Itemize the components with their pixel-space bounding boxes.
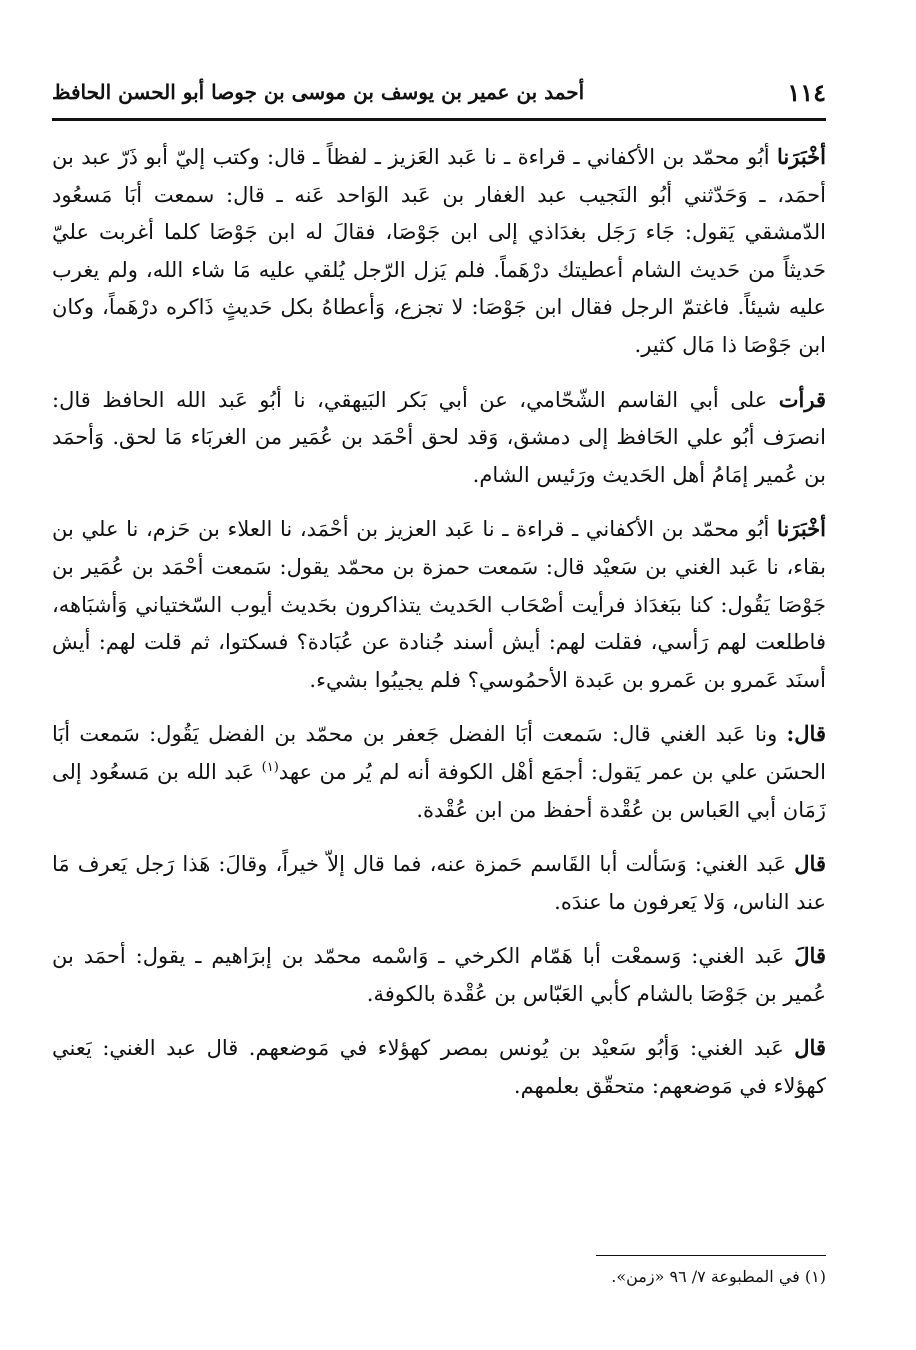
paragraph-text: أبُو محمّد بن الأكفاني ـ قراءة ـ نا عَبد العَزيز ـ لفظاً ـ قال: وكتب إليّ أبو ذَرّ عبد بن أحمَد، ـ وَحَدّثني أبُو النَجيب عبد الغفار بن عَبد الوَاحد عَنه ـ قال: سمعت أبَا مَسعُود الدّمشقي يَقول: جَاء رَجَل بغدَاذي إلى ابن جَوْصَا، فقالَ له ابن جَوْصَا كلما أغربت عليّ حَديثاً من حَديث الشام أعطيتك درْهَماً. فلم يَزل الرّجل يُلقي عليه مَا شاء الله، ولم يغرب عليه شيئاً. فاغتمّ الرجل فقال ابن جَوْصَا: لا تجزع، وَأعطاهُ بكل حَديثٍ ذَاكره درْهَماً، وكان ابن جَوْصَا ذا مَال كثير. bbox=[52, 145, 826, 357]
paragraph-text-continued: عَبد الله بن مَسعُود إلى زَمَان أبي العَباس بن عُقْدة أحفظ من ابن عُقْدة. bbox=[52, 759, 826, 822]
paragraph bbox=[52, 715, 826, 829]
paragraph bbox=[52, 937, 826, 1013]
footnote-text: في المطبوعة ٧/ ٩٦ «زمن». bbox=[611, 1267, 800, 1286]
paragraph-keyword: قالَ bbox=[794, 943, 826, 969]
paragraph-text: عَبد الغني: وَسَألت أبا القَاسم حَمزة عنه، فما قال إلاّ خيراً، وقالَ: هَذا رَجل يَعرف مَا عند الناس، وَلا يَعرفون ما عندَه. bbox=[52, 852, 826, 914]
paragraph-text: عَبد الغني: وَسمعْت أبا هَمّام الكرخي ـ وَاسْمه محمّد بن إبرَاهيم ـ يقول: أحمَد بن عُمير بن جَوْصَا بالشام كأبي العَبّاس بن عُقْدة بالكوفة. bbox=[52, 944, 826, 1006]
paragraph-keyword: قرأت bbox=[778, 386, 826, 412]
paragraph-text: ونا عَبد الغني قال: سَمعت أبَا الفضل جَعفر بن محمّد بن الفضل يَقُول: سَمعت أبَا الحسَن علي بن عمر يَقول: أجمَع أهْل الكوفة أنه لم يُر من عهد bbox=[52, 722, 827, 784]
main-text bbox=[52, 138, 826, 1122]
paragraph-text: أبُو محمّد بن الأكفاني ـ قراءة ـ نا عَبد العزيز بن أحْمَد، نا العلاء بن حَزم، نا علي بن بقاء، نا عَبد الغني بن سَعيْد قال: سَمعت حمزة بن محمّد يقول: سَمعت أحْمَد بن عُمَير بن جَوْصَا يَقُول: كنا ببَغدَاذ فرأيت أصْحَاب الحَديث يتذاكرون بحَديث أيوب السّختياني وَأشبَاهه، فاطلعت لهم رَأسي، فقلت لهم: أيش أسند جُنادة عن عُبَادة؟ فسكتوا، ثم قلت لهم: أيش أسنَد عَمرو بن عَمرو بن عَبدة الأحمُوسي؟ فلم يجيبُوا بشيء. bbox=[52, 517, 826, 692]
paragraph-keyword: قال: bbox=[786, 721, 826, 747]
page-header bbox=[52, 74, 826, 120]
footnote bbox=[52, 1264, 826, 1290]
paragraph bbox=[52, 510, 826, 699]
footnote-number: (١) bbox=[804, 1267, 826, 1286]
footnote-rule bbox=[596, 1255, 826, 1256]
paragraph-text: عَبد الغني: وَأبُو سَعيْد بن يُونس بمصر كهؤلاء في مَوضعهم. قال عبد الغني: يَعني كهؤلاء في مَوضعهم: متحقّق بعلمهم. bbox=[52, 1036, 826, 1099]
paragraph bbox=[52, 138, 826, 365]
paragraph-keyword: قال bbox=[794, 851, 826, 877]
paragraph bbox=[52, 381, 826, 495]
running-title: أحمد بن عمير بن يوسف بن موسى بن جوصا أبو الحسن الحافظ bbox=[52, 80, 585, 104]
paragraph-text: على أبي القاسم الشّحّامي، عن أبي بَكر البَيهقي، نا أبُو عَبد الله الحافظ قال: انصرَف أبُو علي الحَافظ إلى دمشق، وَقد لحق أحْمَد بن عُمَير من الغربَاء مَا لحق. وَأحمَد بن عُمير إمَامُ أهل الحَديث ورَئيس الشام. bbox=[52, 387, 826, 487]
paragraph bbox=[52, 1029, 826, 1105]
header-rule bbox=[52, 118, 826, 121]
page-number: ١١٤ bbox=[787, 78, 826, 107]
footnote-marker: (١) bbox=[261, 759, 279, 775]
paragraph bbox=[52, 845, 826, 921]
paragraph-keyword: قال bbox=[794, 1035, 826, 1061]
paragraph-keyword: أخْبَرَنا bbox=[777, 516, 826, 542]
paragraph-keyword: أخْبَرَنا bbox=[777, 144, 826, 169]
